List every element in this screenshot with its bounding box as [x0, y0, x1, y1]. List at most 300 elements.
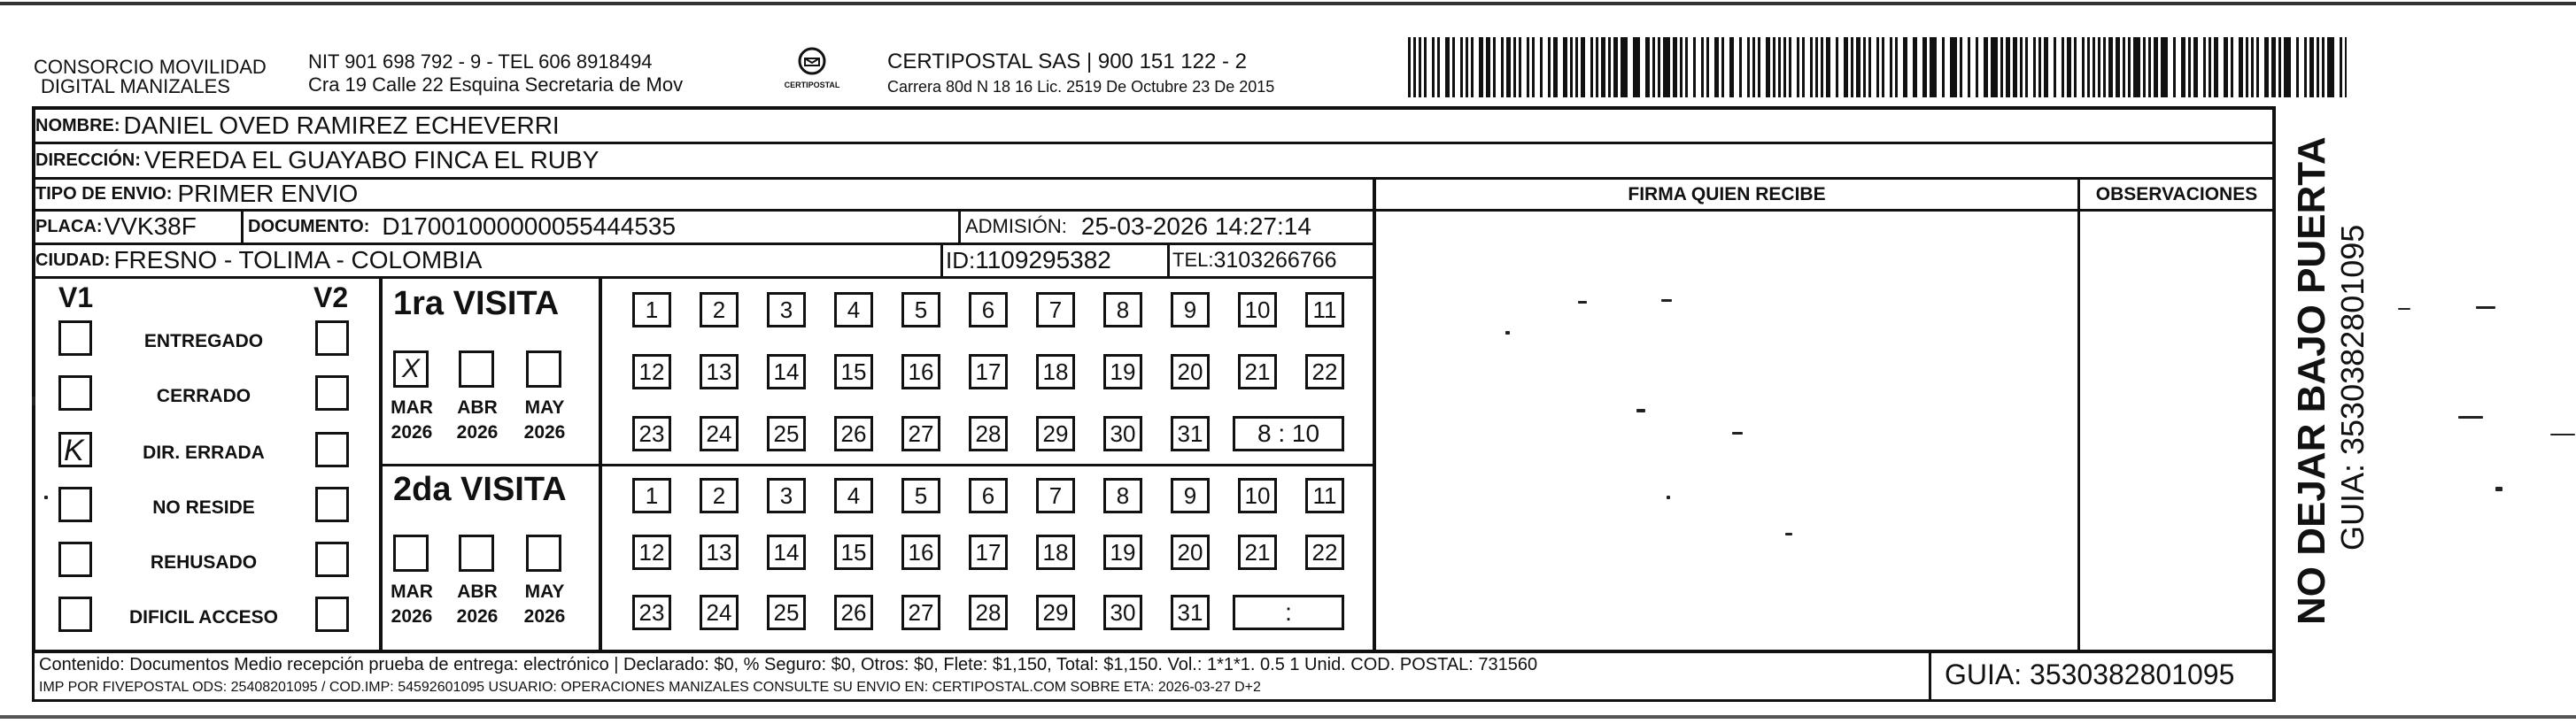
barcode-bar — [2161, 37, 2168, 97]
scan-speck — [1578, 301, 1587, 304]
barcode-bar — [1590, 37, 1593, 97]
tipo-envio-value: PRIMER ENVIO — [177, 180, 359, 207]
barcode-bar — [1680, 37, 1683, 97]
row-nombre — [35, 110, 560, 142]
scan-speck — [1505, 331, 1510, 335]
visit1-day-box[interactable]: 3 — [767, 292, 806, 327]
ciudad-value: FRESNO - TOLIMA - COLOMBIA — [113, 246, 483, 273]
visit2-day-box[interactable]: 28 — [969, 595, 1008, 630]
barcode-bar — [2033, 37, 2036, 97]
visit2-year-label: 2026 — [391, 606, 433, 627]
status-label: CERRADO — [156, 386, 251, 406]
visit2-month-checkbox[interactable] — [393, 535, 429, 572]
visit2-day-box[interactable]: 2 — [700, 478, 739, 513]
column-firma-quien-recibe: FIRMA QUIEN RECIBE — [1628, 184, 1826, 204]
visit1-day-box[interactable]: 16 — [901, 354, 940, 389]
row-placa — [35, 212, 197, 242]
company-address: Cra 19 Calle 22 Esquina Secretaria de Mov — [308, 73, 684, 96]
barcode-bar — [2000, 37, 2003, 97]
scan-speck — [1732, 432, 1743, 435]
ciudad-label: CIUDAD: — [35, 250, 111, 270]
barcode-bar — [1815, 37, 1818, 97]
barcode-bar — [2123, 37, 2125, 97]
barcode-bar — [1513, 37, 1516, 97]
visit1-day-box[interactable]: 19 — [1103, 354, 1142, 389]
barcode-bar — [1797, 37, 1799, 97]
visit1-day-box[interactable]: 14 — [767, 354, 806, 389]
barcode-bar — [2087, 37, 2090, 97]
visit1-day-box[interactable]: 6 — [969, 292, 1008, 327]
nombre-value: DANIEL OVED RAMIREZ ECHEVERRI — [123, 112, 560, 139]
visit1-month-checkbox[interactable] — [459, 350, 494, 388]
barcode-bar — [1486, 37, 1490, 97]
status-v2-checkbox[interactable] — [315, 597, 349, 632]
barcode-bar — [1519, 37, 1521, 97]
visit1-day-box[interactable]: 12 — [632, 354, 671, 389]
visit1-day-box[interactable]: 27 — [901, 416, 940, 451]
barcode-bar — [1802, 37, 1805, 97]
scan-speck — [1785, 533, 1792, 535]
scan-speck — [2495, 487, 2503, 491]
row-documento — [248, 212, 676, 242]
status-label: DIFICIL ACCESO — [128, 607, 278, 628]
barcode-bar — [2345, 37, 2347, 97]
visit1-day-box[interactable]: 28 — [969, 416, 1008, 451]
barcode-bar — [1685, 37, 1688, 97]
status-v1-checkbox[interactable] — [58, 375, 92, 411]
scan-speck — [44, 496, 48, 499]
barcode-bar — [2067, 37, 2071, 97]
scan-edge-bottom — [0, 715, 2576, 719]
barcode-bar — [2154, 37, 2158, 97]
visit1-day-box[interactable]: 17 — [969, 354, 1008, 389]
visit1-day-box[interactable]: 15 — [834, 354, 873, 389]
admision-label: ADMISIÓN: — [965, 215, 1067, 237]
barcode-bar — [2108, 37, 2113, 97]
barcode-bar — [1527, 37, 1529, 97]
barcode-bar — [2209, 37, 2211, 97]
row-line-2 — [32, 177, 2274, 180]
column-observaciones: OBSERVACIONES — [2095, 184, 2258, 204]
status-v1-checkbox[interactable] — [58, 597, 92, 632]
barcode-bar — [1633, 37, 1640, 97]
visit1-month-label: MAY — [524, 397, 565, 418]
barcode-bar — [2143, 37, 2146, 97]
barcode-bar — [2062, 37, 2064, 97]
visit1-day-box[interactable]: 1 — [632, 292, 671, 327]
status-v2-checkbox[interactable] — [315, 375, 349, 411]
visit1-day-box[interactable]: 21 — [1238, 354, 1277, 389]
barcode-bar — [1645, 37, 1650, 97]
barcode-bar — [1913, 37, 1917, 97]
scan-speck — [2550, 434, 2575, 435]
visit1-year-label: 2026 — [523, 422, 566, 443]
status-v2-checkbox[interactable] — [315, 487, 349, 522]
barcode-bar — [2020, 37, 2023, 97]
visit2-day-box[interactable]: 13 — [700, 535, 739, 570]
footer-bottom-line — [32, 699, 2276, 702]
visit2-day-box[interactable]: 16 — [901, 535, 940, 570]
barcode-bar — [1501, 37, 1504, 97]
visit2-day-box[interactable]: 20 — [1171, 535, 1210, 570]
footer-contenido: Contenido: Documentos Medio recepción prueba de entrega: electrónico | Declarado: $0, % Seguro: $0, Otros: $0, Flete: $1,150, Total: $1,150. Vol.: 1*1*1. 0.5 1 Unid. COD. POSTAL: 731560 — [39, 655, 1538, 674]
sep-firma-left — [1373, 177, 1376, 650]
barcode-bar — [1621, 37, 1628, 97]
barcode-bar — [1826, 37, 1830, 97]
visit2-time-box[interactable]: : — [1233, 595, 1344, 630]
barcode-bar — [1773, 37, 1775, 97]
visit1-day-box[interactable]: 7 — [1036, 292, 1075, 327]
barcode-bar — [1581, 37, 1585, 97]
barcode-bar — [2317, 37, 2319, 97]
status-v1-checkbox[interactable] — [58, 542, 92, 577]
visit1-month-checkbox[interactable]: X — [393, 350, 429, 388]
admision-value: 25-03-2026 14:27:14 — [1080, 212, 1311, 240]
scan-speck — [1661, 299, 1672, 302]
barcode-bar — [2173, 37, 2176, 97]
barcode-bar — [1844, 37, 1848, 97]
visit1-day-box[interactable]: 8 — [1103, 292, 1142, 327]
visit2-day-box[interactable]: 4 — [834, 478, 873, 513]
tel-value: 3103266766 — [1213, 247, 1337, 273]
certipostal-logo-text: CERTIPOSTAL — [784, 81, 840, 89]
visit2-day-box[interactable]: 14 — [767, 535, 806, 570]
barcode-bar — [2006, 37, 2010, 97]
visit2-day-box[interactable]: 24 — [700, 595, 739, 630]
visit2-day-box[interactable]: 29 — [1036, 595, 1075, 630]
barcode-bar — [1445, 37, 1450, 97]
sep-tel — [1167, 244, 1170, 278]
barcode-bar — [2264, 37, 2269, 97]
barcode-bar — [1437, 37, 1440, 97]
sep-id — [940, 244, 943, 278]
barcode-bar — [1984, 37, 1988, 97]
barcode-bar — [2271, 37, 2276, 97]
barcode-bar — [1601, 37, 1605, 97]
barcode-bar — [1810, 37, 1813, 97]
visit1-day-box[interactable]: 2 — [700, 292, 739, 327]
barcode-bar — [1471, 37, 1474, 97]
barcode-bar — [1821, 37, 1823, 97]
barcode-bar — [2322, 37, 2325, 97]
visit1-day-box[interactable]: 30 — [1103, 416, 1142, 451]
visit1-day-box[interactable]: 18 — [1036, 354, 1075, 389]
visit2-day-box[interactable]: 30 — [1103, 595, 1142, 630]
v2-header: V2 — [313, 281, 349, 313]
visit2-month-checkbox[interactable] — [526, 535, 561, 572]
barcode-bar — [1570, 37, 1573, 97]
visit2-month-label: MAR — [391, 582, 433, 602]
barcode-bar — [2133, 37, 2140, 97]
visit1-day-box[interactable]: 26 — [834, 416, 873, 451]
visit1-day-box[interactable]: 23 — [632, 416, 671, 451]
barcode-bar — [2304, 37, 2307, 97]
company-name-line2: DIGITAL MANIZALES — [41, 75, 230, 97]
status-v1-checkbox[interactable] — [58, 320, 92, 356]
footer-guia: GUIA: 3530382801095 — [1945, 659, 2235, 690]
side-guia: GUIA: 3530382801095 — [2334, 224, 2371, 551]
handwritten-check-mark: K — [64, 434, 84, 467]
id-label: ID: — [946, 246, 976, 273]
status-label: ENTREGADO — [143, 331, 264, 351]
barcode-bar — [2093, 37, 2095, 97]
visit1-month-checkbox[interactable] — [526, 350, 561, 388]
visit2-day-box[interactable]: 17 — [969, 535, 1008, 570]
company-nit: NIT 901 698 792 - 9 - TEL 606 8918494 — [308, 50, 653, 73]
visit2-day-box[interactable]: 6 — [969, 478, 1008, 513]
placa-value: VVK38F — [104, 212, 197, 240]
barcode-bar — [1553, 37, 1558, 97]
sep-admision — [958, 211, 961, 244]
visit1-day-box[interactable]: 29 — [1036, 416, 1075, 451]
placa-label: PLACA: — [35, 216, 103, 236]
visit2-day-box[interactable]: 5 — [901, 478, 940, 513]
status-v1-checkbox[interactable] — [58, 487, 92, 522]
visit2-year-label: 2026 — [523, 606, 566, 627]
barcode-bar — [1460, 37, 1463, 97]
tipo-envio-label: TIPO DE ENVIO: — [35, 183, 173, 204]
certipostal-logo-icon — [797, 46, 827, 76]
visit2-month-label: ABR — [457, 582, 498, 602]
barcode-bar — [1532, 37, 1535, 97]
visit2-day-box[interactable]: 7 — [1036, 478, 1075, 513]
footer-left-line — [32, 650, 35, 701]
visit1-day-box[interactable]: 24 — [700, 416, 739, 451]
barcode-bar — [1882, 37, 1884, 97]
barcode-bar — [2082, 37, 2085, 97]
barcode-bar — [1432, 37, 1435, 97]
barcode-bar — [1663, 37, 1670, 97]
barcode-bar — [1596, 37, 1598, 97]
visit2-day-box[interactable]: 23 — [632, 595, 671, 630]
id-value: 1109295382 — [975, 246, 1111, 273]
barcode-bar — [1701, 37, 1704, 97]
barcode-bar — [1563, 37, 1567, 97]
barcode-bar — [1419, 37, 1421, 97]
status-v2-checkbox[interactable] — [315, 542, 349, 577]
visit2-day-box[interactable]: 3 — [767, 478, 806, 513]
visit1-month-label: MAR — [391, 397, 433, 418]
barcode-bar — [1408, 37, 1411, 97]
barcode-bar — [2251, 37, 2254, 97]
barcode-bar — [1976, 37, 1978, 97]
barcode-bar — [2103, 37, 2106, 97]
barcode-bar — [1424, 37, 1427, 97]
visit2-month-checkbox[interactable] — [459, 535, 494, 572]
barcode-bar — [1466, 37, 1468, 97]
visit2-day-box[interactable]: 1 — [632, 478, 671, 513]
visit1-day-box[interactable]: 11 — [1305, 292, 1344, 327]
barcode-bar — [2054, 37, 2056, 97]
direccion-label: DIRECCIÓN: — [35, 150, 141, 170]
visit1-time-box[interactable]: 8 : 10 — [1233, 416, 1344, 451]
visit2-day-box[interactable]: 22 — [1305, 535, 1344, 570]
row-ciudad — [35, 245, 482, 275]
documento-value: D17001000000055444535 — [382, 212, 677, 240]
visit1-day-box[interactable]: 10 — [1238, 292, 1277, 327]
visit1-year-label: 2026 — [456, 422, 499, 443]
scan-speck — [1667, 496, 1670, 499]
barcode-bar — [2098, 37, 2100, 97]
barcode-bar — [1693, 37, 1696, 97]
visit2-day-box[interactable]: 8 — [1103, 478, 1142, 513]
barcode-bar — [1960, 37, 1962, 97]
barcode-bar — [1608, 37, 1611, 97]
barcode-bar — [1836, 37, 1838, 97]
certipostal-logo — [781, 46, 843, 96]
barcode-bar — [2278, 37, 2281, 97]
barcode-bar — [1856, 37, 1860, 97]
visit1-year-label: 2026 — [391, 422, 433, 443]
barcode-bar — [1968, 37, 1970, 97]
status-v2-checkbox[interactable] — [315, 432, 349, 467]
barcode-bar — [1752, 37, 1755, 97]
status-label: REHUSADO — [150, 552, 258, 573]
row-tipo-envio — [35, 179, 358, 209]
scan-edge-top — [0, 2, 2576, 5]
visit2-day-box[interactable]: 21 — [1238, 535, 1277, 570]
barcode-bar — [1729, 37, 1734, 97]
visit2-title: 2da VISITA — [393, 471, 567, 508]
row-id — [946, 245, 1111, 275]
visit2-day-box[interactable]: 31 — [1171, 595, 1210, 630]
visit2-day-box[interactable]: 9 — [1171, 478, 1210, 513]
barcode-bar — [2284, 37, 2291, 97]
barcode-bar — [2025, 37, 2028, 97]
visit2-day-box[interactable]: 26 — [834, 595, 873, 630]
barcode-bar — [2327, 37, 2334, 97]
visit1-title: 1ra VISITA — [393, 285, 560, 322]
barcode-bar — [2148, 37, 2151, 97]
barcode-bar — [1658, 37, 1660, 97]
visit2-month-label: MAY — [524, 582, 565, 602]
barcode-bar — [2181, 37, 2185, 97]
visit2-day-box[interactable]: 12 — [632, 535, 671, 570]
visit2-day-box[interactable]: 11 — [1305, 478, 1344, 513]
nombre-label: NOMBRE: — [35, 115, 120, 135]
frame-right — [2272, 106, 2276, 699]
barcode-bar — [1652, 37, 1655, 97]
barcode-bar — [1413, 37, 1416, 97]
barcode-bar — [1930, 37, 1937, 97]
barcode-bar — [1747, 37, 1750, 97]
visit2-day-box[interactable]: 25 — [767, 595, 806, 630]
barcode-bar — [1950, 37, 1957, 97]
visit1-day-box[interactable]: 22 — [1305, 354, 1344, 389]
barcode-bar — [1778, 37, 1781, 97]
scan-speck — [2398, 308, 2410, 310]
barcode-bar — [2340, 37, 2342, 97]
tel-label: TEL: — [1172, 249, 1214, 271]
visit2-day-box[interactable]: 15 — [834, 535, 873, 570]
row-admision — [965, 212, 1311, 242]
barcode-bar — [1783, 37, 1786, 97]
visit1-day-box[interactable]: 9 — [1171, 292, 1210, 327]
barcode-bar — [2224, 37, 2228, 97]
barcode-bar — [2246, 37, 2248, 97]
sep-visits — [379, 464, 1374, 466]
barcode-bar — [2214, 37, 2218, 97]
barcode-bar — [1739, 37, 1742, 97]
barcode-bar — [2203, 37, 2206, 97]
barcode-bar — [1613, 37, 1618, 97]
barcode-bar — [1890, 37, 1892, 97]
barcode-bar — [2128, 37, 2131, 97]
barcode-bar — [1863, 37, 1866, 97]
barcode-bar — [2038, 37, 2041, 97]
barcode-bar — [2309, 37, 2314, 97]
visit1-day-box[interactable]: 13 — [700, 354, 739, 389]
barcode-bar — [1479, 37, 1483, 97]
visit1-month-label: ABR — [457, 397, 498, 418]
visit1-day-box[interactable]: 31 — [1171, 416, 1210, 451]
certipostal-address: Carrera 80d N 18 16 Lic. 2519 De Octubre 23 De 2015 — [887, 78, 1275, 96]
barcode-bar — [1758, 37, 1760, 97]
status-label: NO RESIDE — [152, 497, 255, 518]
visit1-day-box[interactable]: 25 — [767, 416, 806, 451]
barcode-bar — [2193, 37, 2198, 97]
row-tel — [1172, 245, 1337, 275]
barcode-bar — [1506, 37, 1511, 97]
row-line-5 — [32, 276, 1374, 279]
barcode-bar — [2044, 37, 2048, 97]
barcode-bar — [2296, 37, 2299, 97]
visit1-day-box[interactable]: 20 — [1171, 354, 1210, 389]
sep-placa — [241, 211, 244, 244]
barcode-bar — [1789, 37, 1791, 97]
status-label: DIR. ERRADA — [143, 443, 265, 463]
barcode-bar — [1706, 37, 1709, 97]
barcode-bar — [1903, 37, 1907, 97]
barcode-bar — [1766, 37, 1770, 97]
barcode-bar — [1922, 37, 1927, 97]
sep-obs-left — [2077, 177, 2080, 650]
barcode-bar — [1575, 37, 1578, 97]
direccion-value: VEREDA EL GUAYABO FINCA EL RUBY — [143, 146, 600, 173]
company-name-line1: CONSORCIO MOVILIDAD — [34, 56, 267, 78]
visit2-year-label: 2026 — [456, 606, 499, 627]
visit2-day-box[interactable]: 10 — [1238, 478, 1277, 513]
barcode-bar — [2231, 37, 2233, 97]
documento-label: DOCUMENTO: — [248, 216, 370, 236]
barcode-bar — [1851, 37, 1853, 97]
barcode-bar — [2256, 37, 2259, 97]
footer-imp: IMP POR FIVEPOSTAL ODS: 25408201095 / COD.IMP: 54592601095 USUARIO: OPERACIONES MANIZALES CONSULTE SU ENVIO EN: CERTIPOSTAL.COM SOBRE ETA: 2026-03-27 D+2 — [39, 680, 1261, 695]
barcode-bar — [2013, 37, 2017, 97]
visit2-day-box[interactable]: 19 — [1103, 535, 1142, 570]
footer-guia-sep — [1929, 650, 1931, 699]
visit2-day-box[interactable]: 27 — [901, 595, 940, 630]
barcode-bar — [2239, 37, 2243, 97]
visit1-day-box[interactable]: 4 — [834, 292, 873, 327]
visit2-day-box[interactable]: 18 — [1036, 535, 1075, 570]
scan-speck — [2458, 416, 2483, 419]
scan-speck — [32, 397, 35, 405]
footer-top-line — [32, 650, 2274, 652]
barcode-bar — [1540, 37, 1543, 97]
barcode-bar — [2074, 37, 2077, 97]
barcode-bar — [2188, 37, 2191, 97]
row-direccion — [35, 144, 599, 176]
barcode-bar — [1714, 37, 1719, 97]
barcode-bar — [1493, 37, 1496, 97]
status-v2-checkbox[interactable] — [315, 320, 349, 356]
barcode-bar — [1721, 37, 1724, 97]
scan-speck — [2476, 306, 2495, 309]
barcode-bar — [1452, 37, 1455, 97]
barcode-bar — [2116, 37, 2120, 97]
visit1-day-box[interactable]: 5 — [901, 292, 940, 327]
